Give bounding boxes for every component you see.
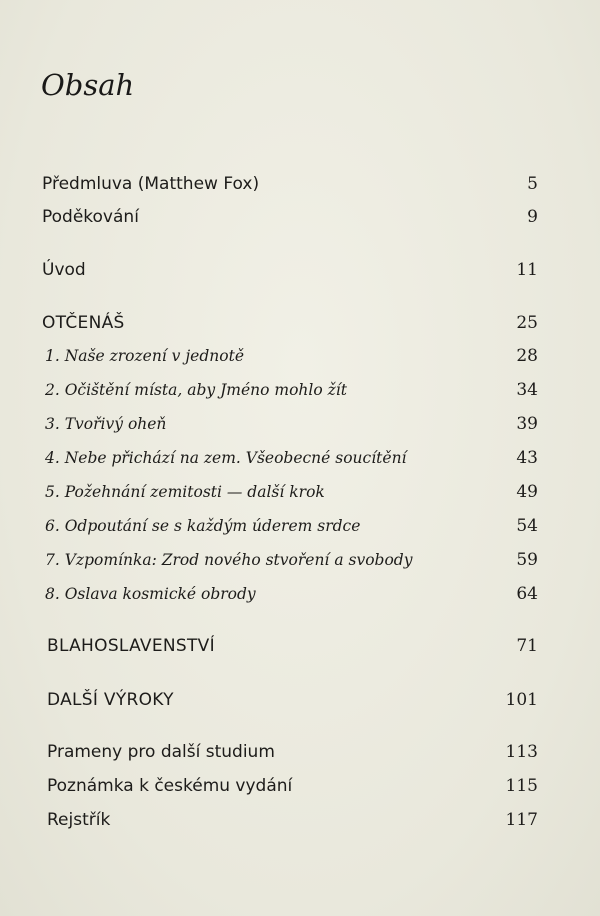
toc-section-label: DALŠÍ VÝROKY [47,690,174,710]
toc-entry-label: 3. Tvořivý oheň [45,415,167,433]
toc-entry-label: Rejstřík [47,810,111,830]
toc-entry-label: 2. Očištění místa, aby Jméno mohlo žít [45,381,347,399]
toc-entry-page: 43 [516,448,538,468]
toc-chapter-4 [0,446,600,470]
toc-entry-label: Poděkování [42,207,139,227]
toc-entry-page: 64 [516,584,538,604]
toc-entry-uvod [0,258,600,282]
toc-section-dalsi-vyroky [0,688,600,712]
toc-entry-page: 54 [516,516,538,536]
toc-section-otcenas [0,311,600,335]
toc-chapter-5 [0,480,600,504]
toc-chapter-2 [0,378,600,402]
toc-chapter-1 [0,344,600,368]
toc-entry-prameny [0,740,600,764]
toc-entry-page: 115 [505,776,538,796]
toc-entry-label: Úvod [42,260,86,280]
toc-entry-page: 101 [505,690,538,710]
toc-entry-page: 34 [516,380,538,400]
toc-entry-page: 28 [516,346,538,366]
toc-entry-page: 49 [516,482,538,502]
toc-chapter-6 [0,514,600,538]
toc-entry-label: 5. Požehnání zemitosti — další krok [45,483,325,501]
toc-entry-page: 25 [516,313,538,333]
toc-section-label: OTČENÁŠ [42,313,125,333]
toc-entry-label: 6. Odpoutání se s každým úderem srdce [45,517,361,535]
toc-section-blahoslavenstvi [0,634,600,658]
toc-entry-label: 7. Vzpomínka: Zrod nového stvoření a svobody [45,551,413,569]
toc-entry-podekovani [0,205,600,229]
toc-entry-page: 117 [505,810,538,830]
toc-entry-page: 113 [505,742,538,762]
toc-entry-label: 1. Naše zrození v jednotě [45,347,244,365]
toc-entry-label: 4. Nebe přichází na zem. Všeobecné soucítění [45,449,407,467]
toc-entry-label: Poznámka k českému vydání [47,776,293,796]
toc-chapter-7 [0,548,600,572]
toc-entry-label: 8. Oslava kosmické obrody [45,585,256,603]
page-title: Obsah [41,68,135,102]
toc-chapter-3 [0,412,600,436]
toc-entry-poznamka [0,774,600,798]
toc-entry-predmluva [0,172,600,196]
toc-entry-rejstrik [0,808,600,832]
toc-entry-label: Předmluva (Matthew Fox) [42,174,260,194]
toc-entry-label: Prameny pro další studium [47,742,275,762]
toc-entry-page: 59 [516,550,538,570]
toc-chapter-8 [0,582,600,606]
toc-entry-page: 11 [516,260,538,280]
toc-entry-page: 5 [527,174,538,194]
toc-entry-page: 71 [516,636,538,656]
toc-section-label: BLAHOSLAVENSTVÍ [47,636,215,656]
toc-entry-page: 9 [527,207,538,227]
toc-entry-page: 39 [516,414,538,434]
